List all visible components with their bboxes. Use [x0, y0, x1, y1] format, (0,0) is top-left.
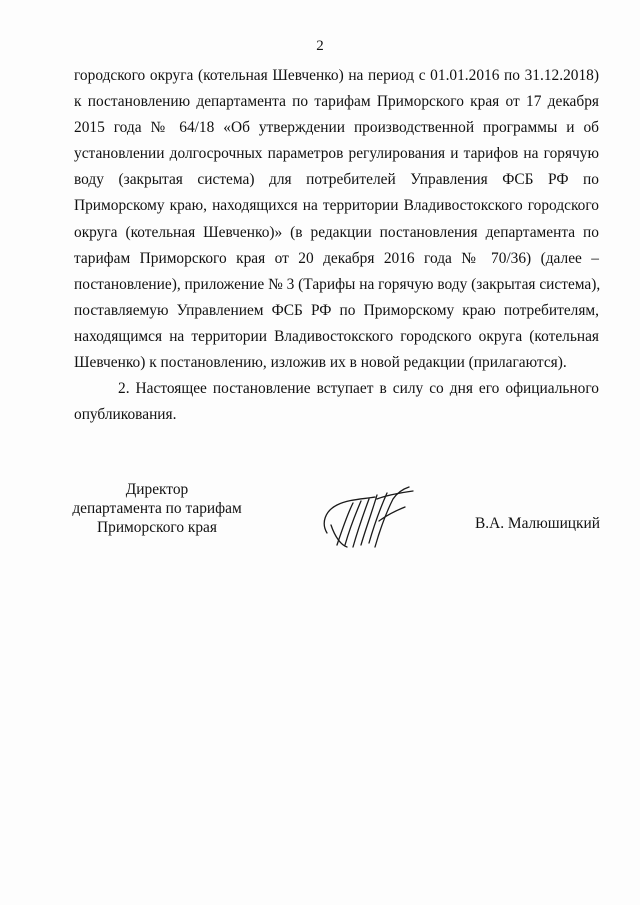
- signature-block: [62, 480, 602, 560]
- body-line: округа (котельная Шевченко)» (в редакции постановления департамента по: [74, 223, 599, 241]
- body-line: находящимся на территории Владивостокского городского округа (котельная: [74, 327, 599, 345]
- body-line: установлении долгосрочных параметров регулирования и тарифов на горячую: [74, 145, 599, 163]
- handwritten-signature: [317, 485, 422, 555]
- signatory-name: В.А. Малюшицкий: [474, 515, 600, 532]
- paragraph-2-line: опубликования.: [74, 406, 177, 424]
- paragraph-2-line: 2. Настоящее постановление вступает в силу со дня его официального: [118, 380, 599, 398]
- signatory-title-line: департамента по тарифам: [72, 500, 242, 517]
- page-number: 2: [316, 38, 324, 54]
- body-line: Приморскому краю, находящихся на территории Владивостокского городского: [74, 197, 599, 215]
- body-text: [74, 63, 599, 428]
- body-line: к постановлению департамента по тарифам Приморского края от 17 декабря: [74, 93, 599, 111]
- signatory-title-line: Директор: [125, 481, 189, 498]
- signatory-title-line: Приморского края: [97, 519, 217, 536]
- body-line: поставляемую Управлением ФСБ РФ по Приморскому краю потребителям,: [74, 301, 599, 319]
- body-line: тарифам Приморского края от 20 декабря 2016 года № 70/36) (далее –: [74, 249, 599, 267]
- signatory-title: [62, 480, 252, 537]
- body-line: 2015 года № 64/18 «Об утверждении производственной программы и об: [74, 119, 599, 137]
- body-line: постановление), приложение № 3 (Тарифы на горячую воду (закрытая система),: [74, 275, 601, 293]
- body-line: Шевченко) к постановлению, изложив их в новой редакции (прилагаются).: [74, 354, 567, 372]
- body-line: воду (закрытая система) для потребителей Управления ФСБ РФ по: [74, 171, 599, 189]
- body-line: городского округа (котельная Шевченко) на период с 01.01.2016 по 31.12.2018): [74, 67, 599, 84]
